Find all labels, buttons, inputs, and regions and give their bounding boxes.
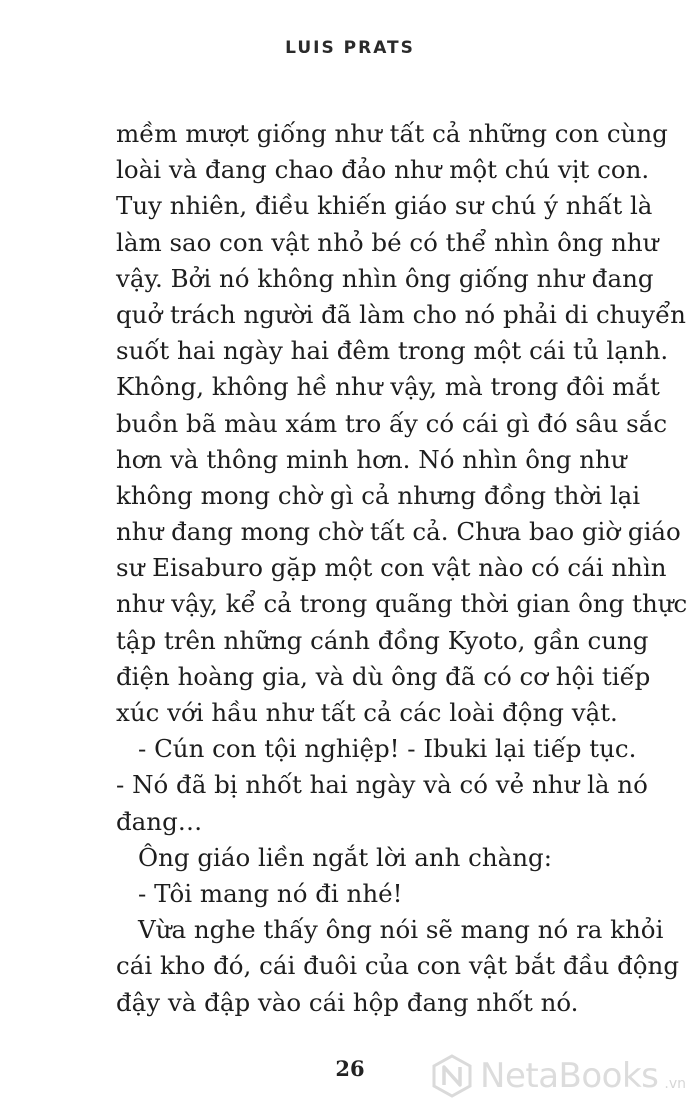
- text-line: làm sao con vật nhỏ bé có thể nhìn ông như: [116, 227, 659, 257]
- dialogue-line: - Nó đã bị nhốt hai ngày và có vẻ như là nó: [116, 770, 648, 800]
- text-line: buồn bã màu xám tro ấy có cái gì đó sâu sắc: [116, 408, 668, 438]
- text-line: hơn và thông minh hơn. Nó nhìn ông như: [116, 444, 627, 474]
- text-line: loài và đang chao đảo như một chú vịt con.: [116, 155, 650, 185]
- text-line: điện hoàng gia, và dù ông đã có cơ hội tiếp: [116, 661, 651, 691]
- text-line: đậy và đập vào cái hộp đang nhốt nó.: [116, 987, 579, 1017]
- text-line: cái kho đó, cái đuôi của con vật bắt đầu động: [116, 951, 680, 981]
- dialogue-line: - Cún con tội nghiệp! - Ibuki lại tiếp tục.: [138, 734, 637, 764]
- text-line: xúc với hầu như tất cả các loài động vật.: [116, 698, 618, 727]
- text-line: suốt hai ngày hai đêm trong một cái tủ lạnh.: [116, 336, 669, 366]
- text-line: không mong chờ gì cả nhưng đồng thời lại: [116, 480, 641, 510]
- watermark: [430, 1054, 686, 1098]
- text-line: vậy. Bởi nó không nhìn ông giống như đang: [116, 263, 654, 293]
- text-line: sư Eisaburo gặp một con vật nào có cái nhìn: [116, 553, 667, 583]
- text-line: tập trên những cánh đồng Kyoto, gần cung: [116, 625, 649, 655]
- text-line: Ông giáo liền ngắt lời anh chàng:: [138, 842, 552, 872]
- text-line: như đang mong chờ tất cả. Chưa bao giờ giáo: [116, 517, 681, 547]
- text-line: quở trách người đã làm cho nó phải di chuyển: [116, 299, 686, 329]
- text-line: Vừa nghe thấy ông nói sẽ mang nó ra khỏi: [138, 915, 664, 945]
- text-line: mềm mượt giống như tất cả những con cùng: [116, 119, 668, 148]
- text-line: Tuy nhiên, điều khiến giáo sư chú ý nhất là: [116, 191, 653, 221]
- running-head: LUIS PRATS: [285, 38, 415, 58]
- dialogue-line: - Tôi mang nó đi nhé!: [138, 878, 403, 908]
- watermark-text: NetaBooks: [480, 1056, 659, 1096]
- text-line: Không, không hề như vậy, mà trong đôi mắt: [116, 372, 660, 402]
- text-line: như vậy, kể cả trong quãng thời gian ông thực: [116, 589, 688, 619]
- watermark-suffix: .vn: [664, 1076, 686, 1092]
- page-number: 26: [335, 1056, 365, 1081]
- body-text: [116, 116, 688, 1021]
- netabooks-logo-icon: [430, 1054, 474, 1098]
- dialogue-line: đang…: [116, 806, 203, 836]
